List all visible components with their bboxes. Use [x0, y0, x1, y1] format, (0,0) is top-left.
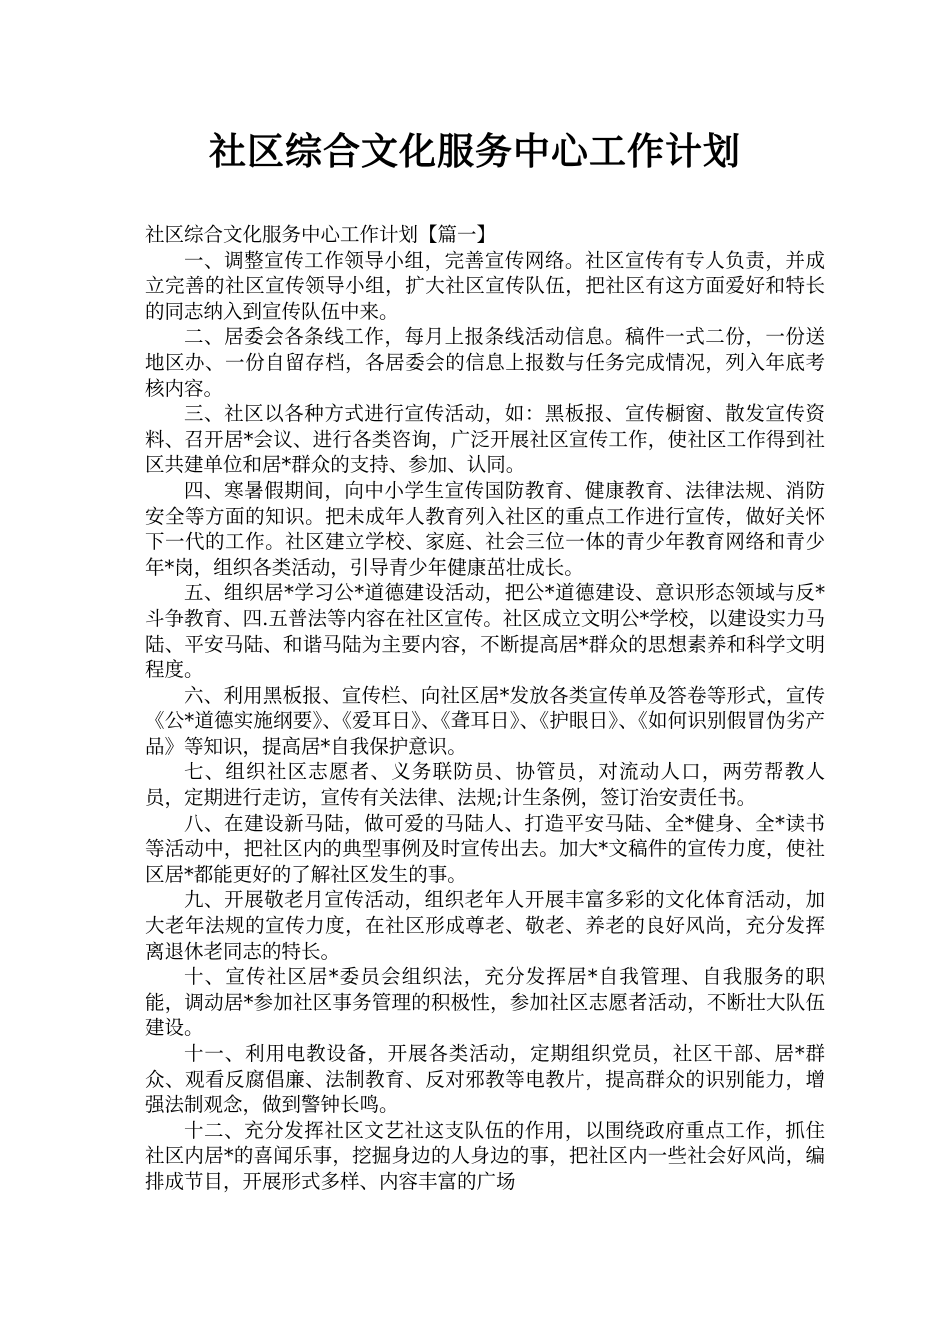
paragraph-10: 十、宣传社区居*委员会组织法，充分发挥居*自我管理、自我服务的职能，调动居*参加社区事务管理的积极性，参加社区志愿者活动，不断壮大队伍建设。 [145, 965, 825, 1040]
document-body [145, 222, 825, 1195]
paragraph-3: 三、社区以各种方式进行宣传活动，如：黑板报、宣传橱窗、散发宣传资料、召开居*会议、进行各类咨询，广泛开展社区宣传工作，使社区工作得到社区共建单位和居*群众的支持、参加、认同。 [145, 402, 825, 477]
paragraph-9: 九、开展敬老月宣传活动，组织老年人开展丰富多彩的文化体育活动，加大老年法规的宣传力度，在社区形成尊老、敬老、养老的良好风尚，充分发挥离退休老同志的特长。 [145, 888, 825, 963]
paragraph-8: 八、在建设新马陆，做可爱的马陆人、打造平安马陆、全*健身、全*读书等活动中，把社区内的典型事例及时宣传出去。加大*文稿件的宣传力度，使社区居*都能更好的了解社区发生的事。 [145, 811, 825, 886]
paragraph-12: 十二、充分发挥社区文艺社这支队伍的作用，以围绕政府重点工作，抓住社区内居*的喜闻乐事，挖掘身边的人身边的事，把社区内一些社会好风尚，编排成节目，开展形式多样、内容丰富的广场 [145, 1118, 825, 1193]
page-title: 社区综合文化服务中心工作计划 [209, 130, 741, 173]
section-heading: 社区综合文化服务中心工作计划【篇一】 [145, 223, 497, 246]
paragraph-2: 二、居委会各条线工作，每月上报条线活动信息。稿件一式二份，一份送地区办、一份自留存档，各居委会的信息上报数与任务完成情况，列入年底考核内容。 [145, 325, 825, 400]
paragraph-11: 十一、利用电教设备，开展各类活动，定期组织党员，社区干部、居*群众、观看反腐倡廉、法制教育、反对邪教等电教片，提高群众的识别能力，增强法制观念，做到警钟长鸣。 [145, 1042, 825, 1117]
paragraph-5: 五、组织居*学习公*道德建设活动，把公*道德建设、意识形态领域与反*斗争教育、四.五普法等内容在社区宣传。社区成立文明公*学校，以建设实力马陆、平安马陆、和谐马陆为主要内容，不断提高居*群众的思想素养和科学文明程度。 [145, 581, 825, 682]
paragraph-7: 七、组织社区志愿者、义务联防员、协管员，对流动人口，两劳帮教人员，定期进行走访，宣传有关法律、法规;计生条例，签订治安责任书。 [145, 760, 825, 810]
paragraph-6: 六、利用黑板报、宣传栏、向社区居*发放各类宣传单及答卷等形式，宣传《公*道德实施纲要》、《爱耳日》、《聋耳日》、《护眼日》、《如何识别假冒伪劣产品》等知识，提高居*自我保护意识。 [145, 683, 825, 758]
paragraph-4: 四、寒暑假期间，向中小学生宣传国防教育、健康教育、法律法规、消防安全等方面的知识。把未成年人教育列入社区的重点工作进行宣传，做好关怀下一代的工作。社区建立学校、家庭、社会三位一体的青少年教育网络和青少年*岗，组织各类活动，引导青少年健康茁壮成长。 [145, 478, 825, 579]
paragraph-1: 一、调整宣传工作领导小组，完善宣传网络。社区宣传有专人负责，并成立完善的社区宣传领导小组，扩大社区宣传队伍，把社区有这方面爱好和特长的同志纳入到宣传队伍中来。 [145, 248, 825, 323]
